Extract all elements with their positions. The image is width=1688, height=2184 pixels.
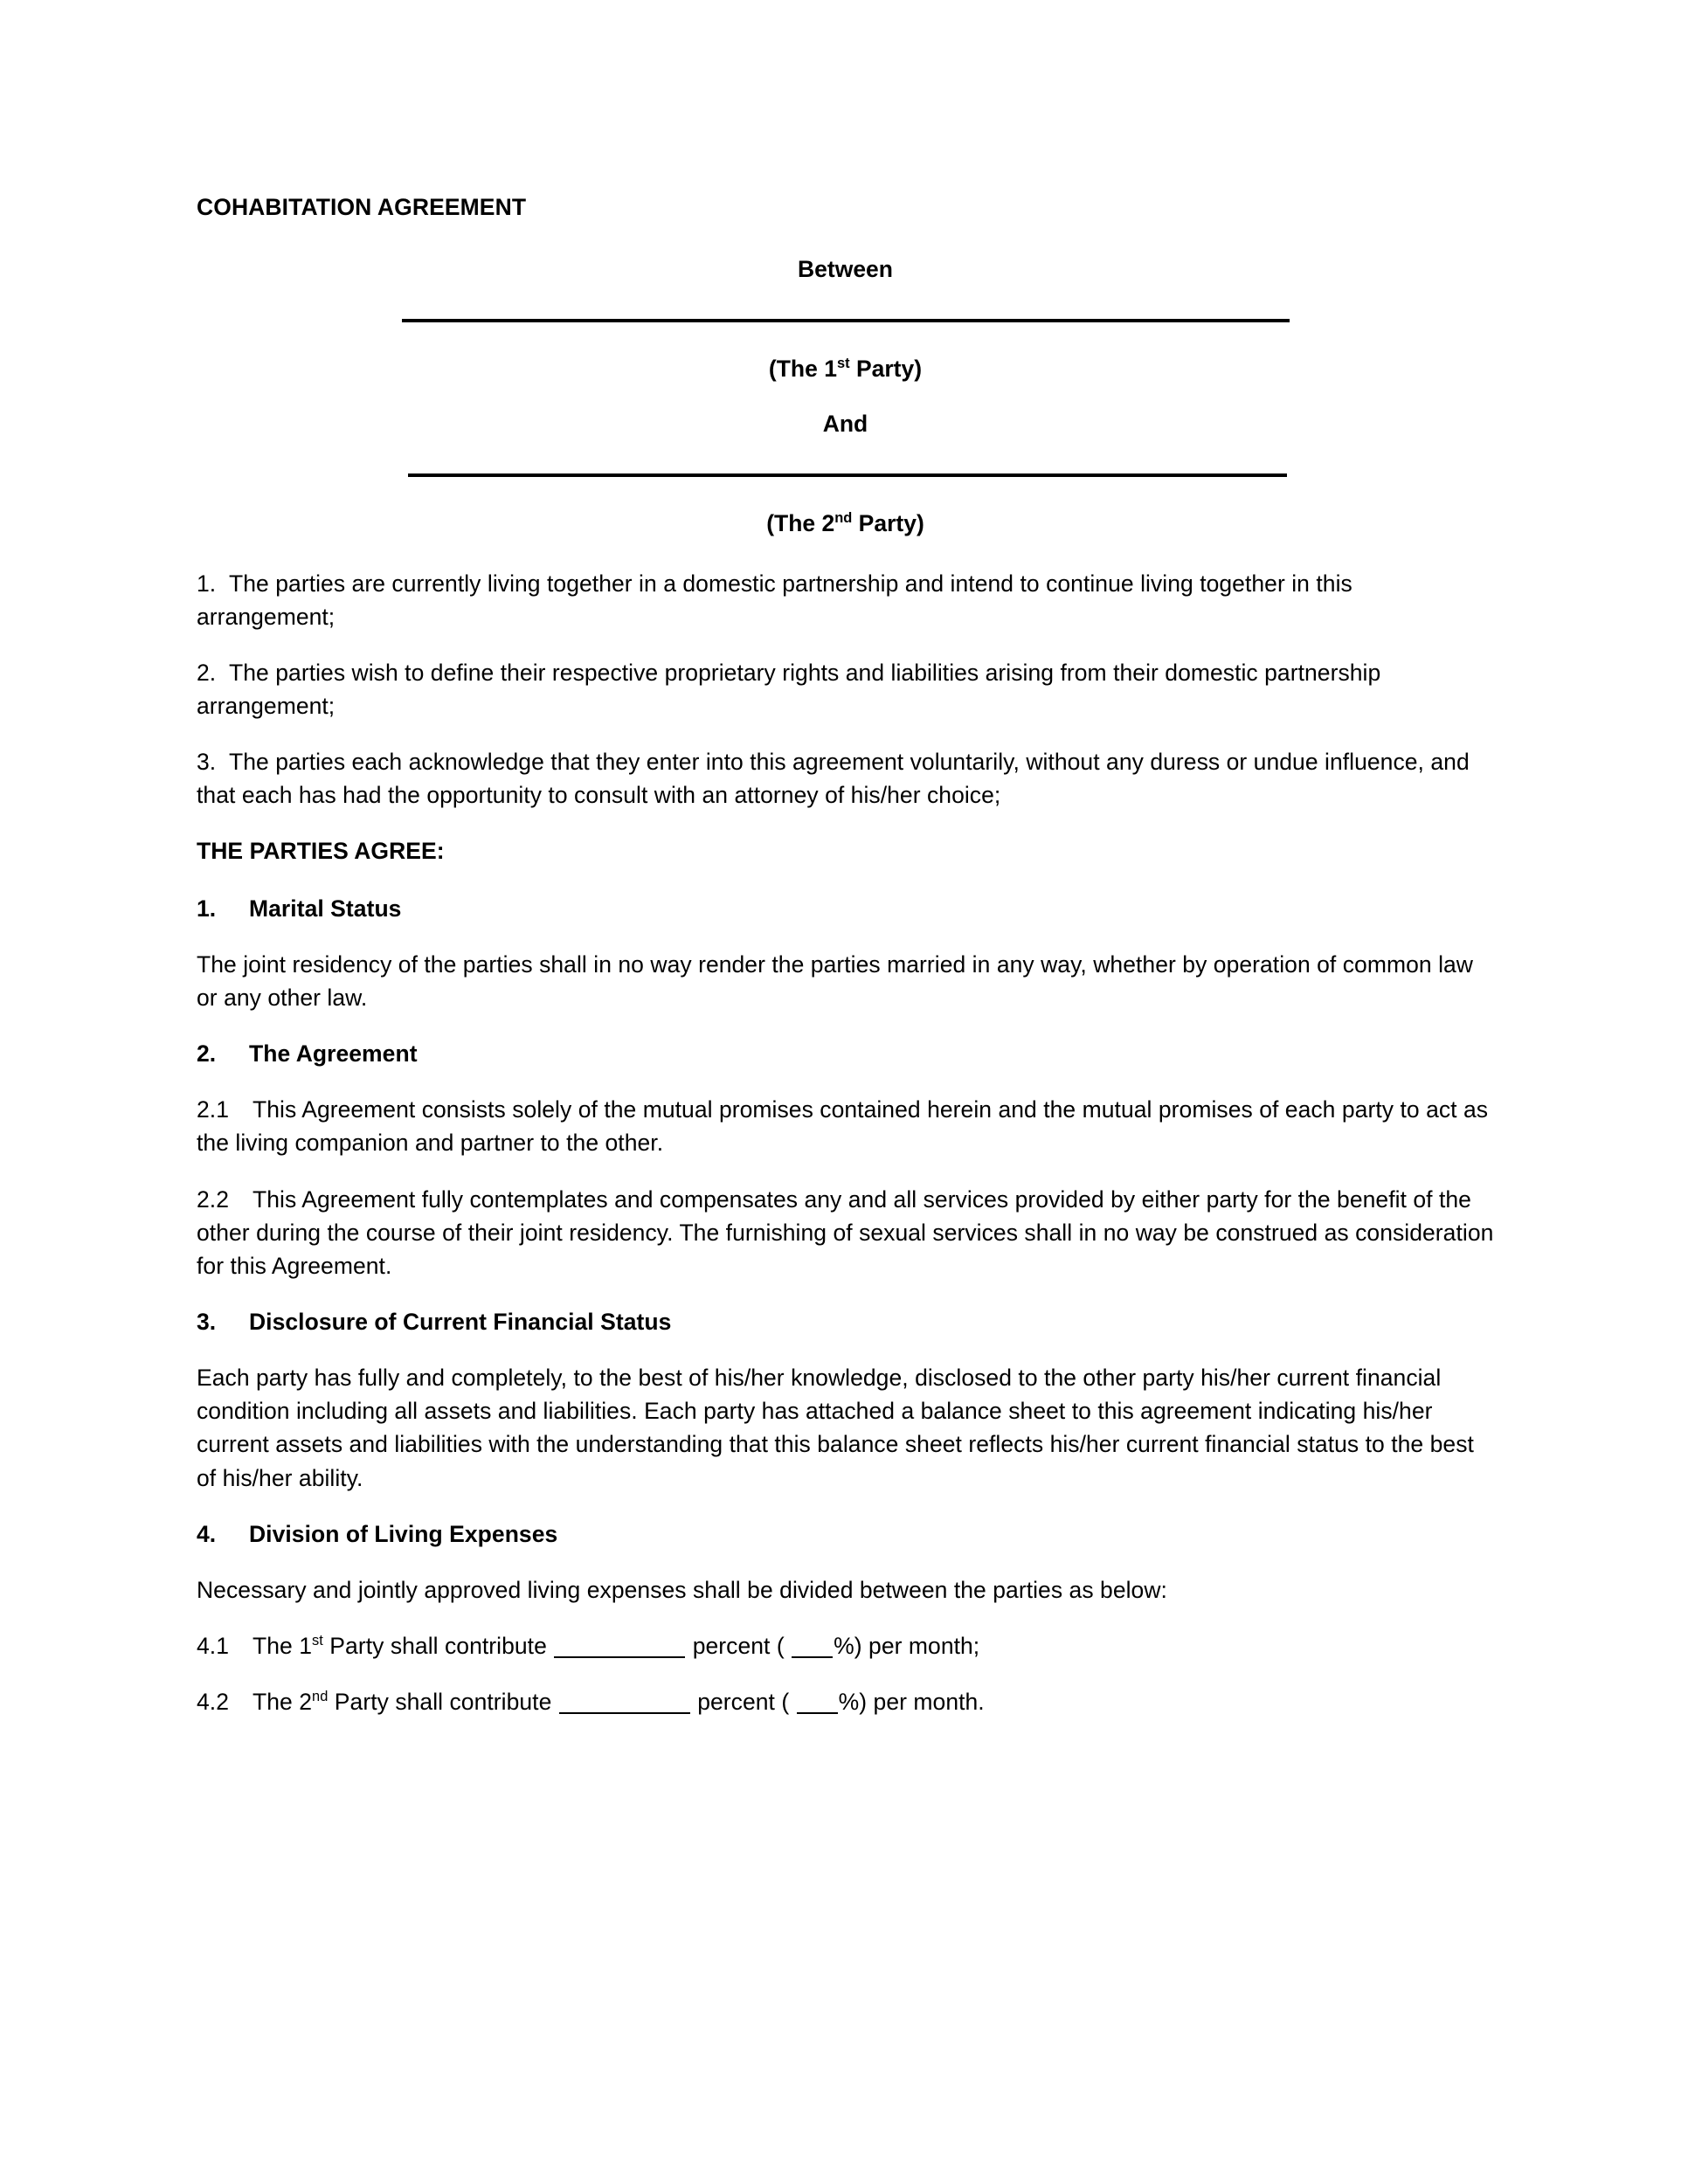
section-number: 3. <box>197 1309 217 1335</box>
spacer <box>197 435 1494 473</box>
recital-number: 1. <box>197 570 217 597</box>
second-party-caption-suffix: Party) <box>852 510 924 536</box>
between-label: Between <box>798 255 893 282</box>
recital-text: The parties wish to define their respective proprietary rights and liabilities arising from their domestic partnership arrangement; <box>197 659 1381 719</box>
section-heading-the-agreement <box>197 1037 1494 1070</box>
section-title: The Agreement <box>249 1040 418 1068</box>
spacer <box>197 381 1494 412</box>
clause-text: This Agreement fully contemplates and compensates any and all services provided by either party for the benefit of the other during the course of their joint residency. The furnishing of sexual services shall in no way be construed as consideration for this Agreement. <box>197 1185 1494 1279</box>
second-party-signature-line[interactable] <box>408 473 1287 477</box>
second-party-caption-prefix: (The 2 <box>766 510 835 536</box>
clause-ordinal: nd <box>312 1689 329 1705</box>
section-heading-living-expenses <box>197 1517 1494 1551</box>
clause-middle: Party shall contribute <box>322 1633 554 1660</box>
first-party-caption <box>197 357 1494 381</box>
clause-paragraph <box>197 1093 1494 1159</box>
spacer <box>197 536 1494 567</box>
spacer <box>197 322 1494 357</box>
percent-number-blank-field[interactable] <box>797 1688 838 1714</box>
parties-agree-heading: THE PARTIES AGREE: <box>197 838 445 865</box>
clause-after-short-blank: %) per month. <box>838 1689 985 1716</box>
section-body-financial-disclosure: Each party has fully and completely, to the best of his/her knowledge, disclosed to the other party his/her current financial condition including all assets and liabilities. Each party has attached a balance sheet to this agreement indicating his/her current assets and liabilities with the understanding that this balance sheet reflects his/her current financial status to the best of his/her ability. <box>197 1365 1474 1491</box>
recital-text: The parties are currently living together in a domestic partnership and intend to continue living together in this arrangement; <box>197 570 1352 630</box>
and-label: And <box>822 410 868 437</box>
section-heading-financial-disclosure <box>197 1305 1494 1338</box>
recital-paragraph <box>197 656 1494 722</box>
clause-text: This Agreement consists solely of the mutual promises contained herein and the mutual promises of each party to act as the living companion and partner to the other. <box>197 1096 1489 1157</box>
recital-number: 2. <box>197 659 217 686</box>
first-party-caption-suffix: Party) <box>849 356 923 382</box>
clause-prefix: The 2 <box>253 1689 313 1716</box>
section-title: Disclosure of Current Financial Status <box>249 1309 672 1335</box>
clause-after-short-blank: %) per month; <box>834 1633 980 1660</box>
spacer <box>197 477 1494 512</box>
clause-after-long-blank: percent ( <box>686 1633 792 1660</box>
section-title: Marital Status <box>249 895 402 922</box>
section-heading-marital-status <box>197 892 1494 925</box>
clause-paragraph <box>197 1183 1494 1282</box>
clause-middle: Party shall contribute <box>328 1689 558 1716</box>
expense-clause-paragraph <box>197 1685 1494 1718</box>
section-number: 1. <box>197 895 217 922</box>
first-party-caption-prefix: (The 1 <box>768 356 837 382</box>
clause-number: 2.1 <box>197 1096 229 1123</box>
section-intro-living-expenses: Necessary and jointly approved living expenses shall be divided between the parties as below: <box>197 1576 1167 1603</box>
first-party-ordinal: st <box>836 356 850 372</box>
clause-after-long-blank: percent ( <box>690 1689 796 1716</box>
recital-text: The parties each acknowledge that they enter into this agreement voluntarily, without any duress or undue influence, and that each has had the opportunity to consult with an attorney of his/her choice; <box>197 749 1470 809</box>
clause-number: 2.2 <box>197 1185 229 1213</box>
expense-clause-paragraph <box>197 1629 1494 1662</box>
page-title: COHABITATION AGREEMENT <box>197 194 527 220</box>
clause-number: 4.1 <box>197 1633 229 1660</box>
second-party-ordinal: nd <box>834 510 853 527</box>
recital-paragraph <box>197 745 1494 812</box>
spacer <box>197 280 1494 319</box>
second-party-caption <box>197 512 1494 536</box>
clause-ordinal: st <box>312 1633 323 1649</box>
section-number: 2. <box>197 1040 217 1068</box>
section-number: 4. <box>197 1520 217 1547</box>
recital-number: 3. <box>197 749 217 776</box>
section-body-marital-status: The joint residency of the parties shall in no way render the parties married in any way, whether by operation of common law or any other law. <box>197 950 1473 1011</box>
percent-number-blank-field[interactable] <box>792 1632 833 1658</box>
clause-prefix: The 1 <box>253 1633 313 1660</box>
clause-number: 4.2 <box>197 1689 229 1716</box>
percent-words-blank-field[interactable] <box>554 1632 685 1658</box>
section-title: Division of Living Expenses <box>249 1520 558 1547</box>
first-party-signature-line[interactable] <box>402 319 1290 322</box>
recital-paragraph <box>197 567 1494 633</box>
percent-words-blank-field[interactable] <box>559 1688 690 1714</box>
